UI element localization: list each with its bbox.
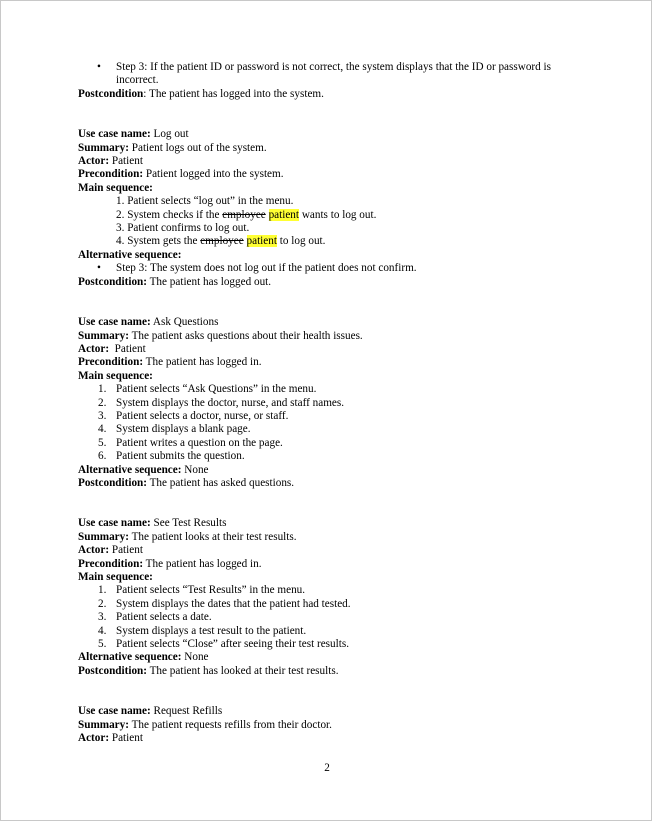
list-item [78,638,583,651]
alt-sequence-heading: Alternative sequence: [78,463,182,476]
precondition-ask [78,356,583,369]
actor-label: Actor: [78,732,110,745]
list-text: System displays a test result to the patient. [116,624,307,637]
login-alt-bullet [78,61,583,88]
highlighted-text: patient [268,208,300,221]
list-number: 1. [98,383,107,396]
precondition-logout [78,168,583,181]
summary-value: The patient looks at their test results. [128,530,297,543]
postcondition-logout [78,276,583,289]
summary-refills [78,719,583,732]
postcondition-label: Postcondition: [78,664,147,677]
bullet-icon: • [97,262,101,275]
precondition-results [78,558,583,571]
logout-step-4 [78,235,583,248]
alt-sequence-ask [78,464,583,477]
list-text: Patient selects “Ask Questions” in the menu. [116,383,317,396]
main-sequence-heading: Main sequence: [78,571,153,583]
actor-label: Actor: [78,544,110,557]
list-text: System displays the doctor, nurse, and staff names. [116,396,345,409]
usecase-name-label: Use case name: [78,128,151,141]
step-text: to log out. [276,235,326,248]
alt-sequence-value: None [181,651,209,664]
postcondition-ask [78,477,583,490]
postcondition-value: The patient has logged out. [147,275,272,288]
actor-results [78,544,583,557]
actor-value: Patient [109,342,146,355]
actor-label: Actor: [78,155,110,168]
main-sequence-label [78,182,583,195]
highlighted-text: patient [246,235,277,248]
bullet-icon: • [97,61,101,73]
main-sequence-heading: Main sequence: [78,181,153,194]
list-number: 3. [98,409,107,422]
summary-results [78,531,583,544]
list-number: 5. [98,436,107,449]
precondition-label: Precondition: [78,168,144,181]
step-text: 4. System gets the [116,235,201,248]
step-text: 2. System checks if the [116,208,223,221]
list-item [78,584,583,597]
list-item [78,423,583,436]
summary-value: The patient requests refills from their doctor. [128,718,332,731]
bullet-text: Step 3: If the patient ID or password is not correct, the system displays that the ID or password is incorrect. [116,61,551,87]
login-postcondition [78,88,583,101]
main-sequence-label [78,571,583,584]
list-number: 1. [98,584,107,597]
list-text: Patient selects “Test Results” in the menu. [116,584,306,597]
summary-value: The patient asks questions about their health issues. [128,329,363,342]
logout-step-1: 1. Patient selects “log out” in the menu. [116,195,294,208]
bullet-text: Step 3: The system does not log out if the patient does not confirm. [116,262,417,275]
alt-sequence-heading: Alternative sequence: [78,248,182,261]
actor-value: Patient [109,544,143,557]
usecase-name-logout [78,128,583,141]
postcondition-label: Postcondition: [78,476,147,489]
list-item [78,598,583,611]
page-number: 2 [324,762,330,774]
list-text: Patient writes a question on the page. [116,436,283,449]
list-text: Patient submits the question. [116,450,245,463]
alt-sequence-value: None [181,463,209,476]
list-item [78,410,583,423]
list-text: Patient selects a date. [116,611,212,624]
list-item [78,450,583,463]
struck-text: employee [200,235,244,248]
summary-ask [78,330,583,343]
precondition-value: The patient has logged in. [143,557,262,570]
list-text: Patient selects a doctor, nurse, or staff. [116,409,289,422]
actor-value: Patient [109,155,143,168]
list-item [78,397,583,410]
postcondition-label: Postcondition: [78,275,147,288]
precondition-label: Precondition: [78,557,144,570]
list-number: 6. [98,450,107,463]
struck-text: employee [222,208,266,221]
list-number: 5. [98,638,107,651]
summary-label: Summary: [78,141,129,154]
list-item [78,383,583,396]
postcondition-label: Postcondition [78,87,144,100]
alt-sequence-label [78,249,583,262]
summary-logout [78,142,583,155]
list-text: System displays a blank page. [116,423,251,436]
list-text: Patient selects “Close” after seeing their test results. [116,638,349,651]
precondition-label: Precondition: [78,356,144,369]
alt-sequence-results [78,651,583,664]
summary-label: Summary: [78,530,129,543]
summary-label: Summary: [78,329,129,342]
actor-value: Patient [109,732,143,745]
usecase-name-label: Use case name: [78,705,151,718]
usecase-name-results [78,517,583,530]
precondition-value: The patient has logged in. [143,356,262,369]
usecase-name-value: Request Refills [150,705,223,718]
list-number: 4. [98,624,107,637]
list-item [78,625,583,638]
list-item [78,437,583,450]
alt-sequence-heading: Alternative sequence: [78,651,182,664]
list-number: 2. [98,396,107,409]
actor-refills [78,732,583,745]
list-item [78,611,583,624]
usecase-name-ask [78,316,583,329]
postcondition-value: The patient has looked at their test results. [147,664,339,677]
usecase-name-value: Ask Questions [150,316,219,329]
postcondition-results [78,665,583,678]
summary-label: Summary: [78,718,129,731]
usecase-name-value: See Test Results [150,517,227,530]
page-content [78,61,583,745]
actor-ask [78,343,583,356]
list-text: System displays the dates that the patient had tested. [116,597,351,610]
logout-alt-bullet [78,262,583,275]
actor-label: Actor: [78,342,110,355]
usecase-name-label: Use case name: [78,316,151,329]
main-sequence-heading: Main sequence: [78,369,153,382]
main-sequence-label [78,370,583,383]
usecase-name-refills [78,705,583,718]
summary-value: Patient logs out of the system. [128,141,267,154]
logout-step-2 [78,209,583,222]
precondition-value: Patient logged into the system. [143,168,284,181]
logout-step-3: 3. Patient confirms to log out. [116,222,250,235]
postcondition-text: : The patient has logged into the system. [143,87,324,100]
step-text: wants to log out. [299,208,377,221]
usecase-name-value: Log out [150,128,189,141]
usecase-name-label: Use case name: [78,517,151,530]
postcondition-value: The patient has asked questions. [147,476,295,489]
list-number: 4. [98,423,107,436]
actor-logout [78,155,583,168]
list-number: 3. [98,611,107,624]
list-number: 2. [98,597,107,610]
